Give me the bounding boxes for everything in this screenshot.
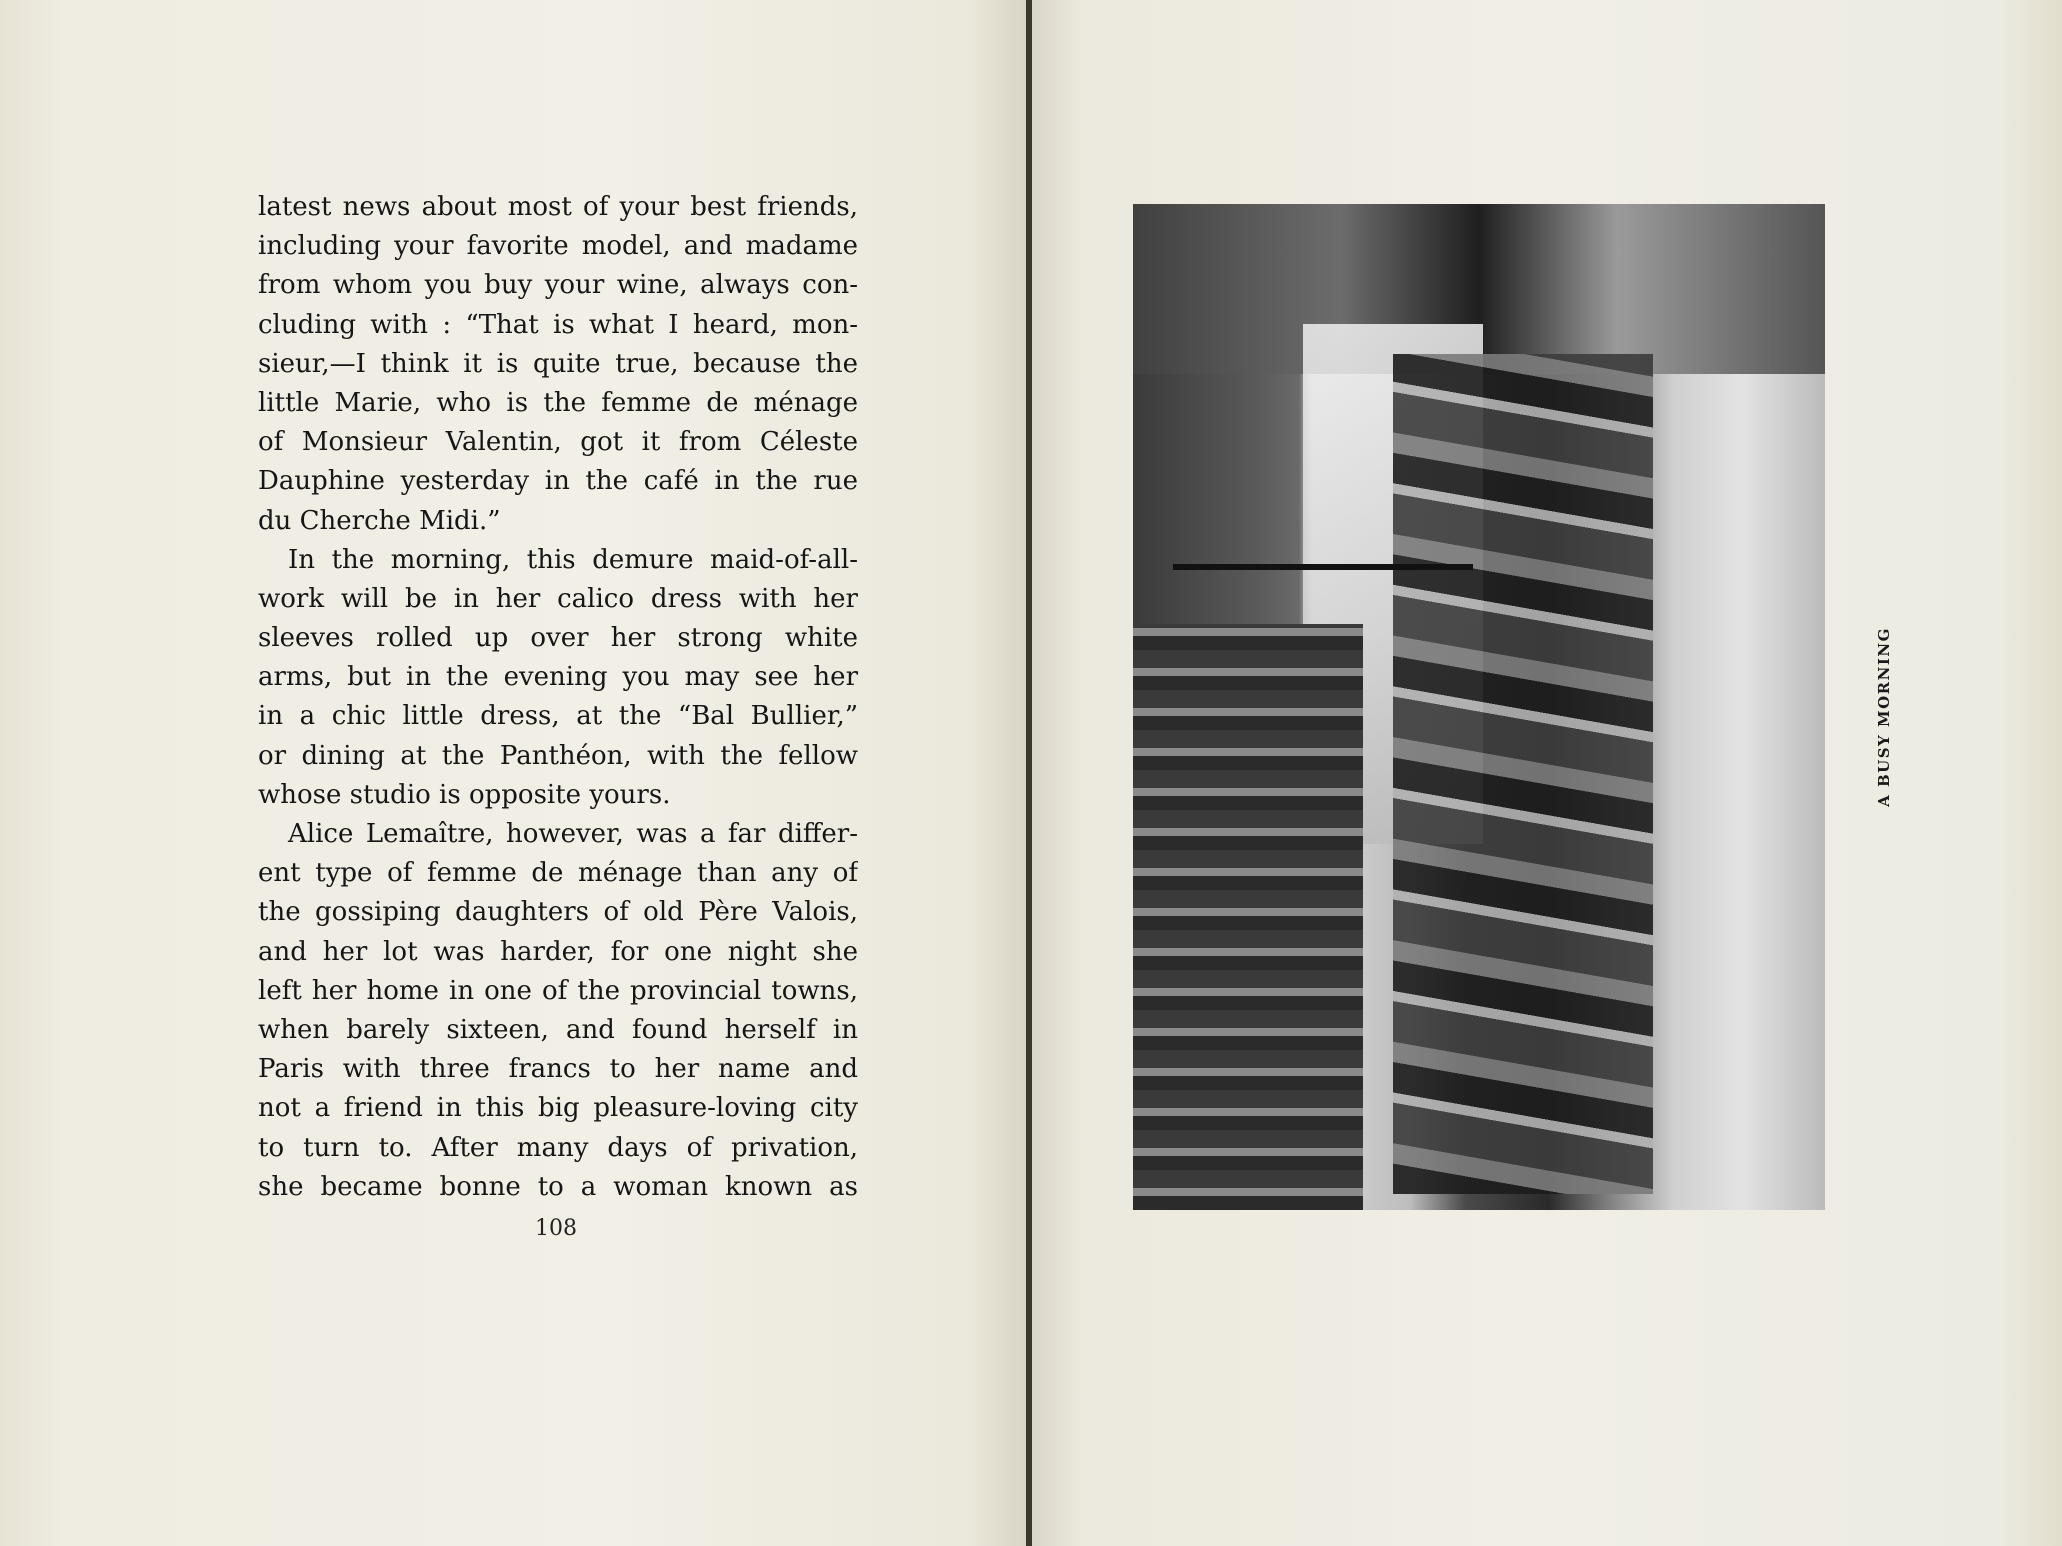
photo-building [1133, 624, 1363, 1210]
body-text [258, 188, 858, 1207]
text-line: to turn to. After many days of privation, [258, 1132, 858, 1163]
text-line: sleeves rolled up over her strong white [258, 623, 858, 654]
text-line: from whom you buy your wine, always con- [258, 270, 858, 301]
text-line: in a chic little dress, at the “Bal Bullier,” [258, 701, 858, 732]
text-line: whose studio is opposite yours. [258, 779, 671, 810]
text-line: ent type of femme de ménage than any of [258, 858, 858, 889]
page-number: 108 [535, 1216, 577, 1241]
text-line: of Monsieur Valentin, got it from Céleste [258, 427, 858, 458]
text-line: arms, but in the evening you may see her [258, 662, 858, 693]
photo-caption: A BUSY MORNING [1875, 627, 1893, 807]
text-line: latest news about most of your best friends, [258, 192, 858, 222]
text-line: little Marie, who is the femme de ménage [258, 387, 858, 418]
text-line: left her home in one of the provincial towns, [258, 975, 858, 1006]
text-line: or dining at the Panthéon, with the fellow [258, 740, 858, 771]
text-line: including your favorite model, and madame [258, 231, 858, 262]
text-line: she became bonne to a woman known as [258, 1171, 858, 1202]
text-line: Alice Lemaître, however, was a far differ- [288, 819, 858, 849]
text-line: and her lot was harder, for one night she [258, 936, 858, 967]
photo-crowd [1393, 354, 1653, 1194]
text-line: work will be in her calico dress with her [258, 583, 858, 614]
text-line: when barely sixteen, and found herself in [258, 1014, 858, 1045]
photo-lamppost [1173, 564, 1473, 570]
text-line: du Cherche Midi.” [258, 505, 501, 536]
text-line: In the morning, this demure maid-of-all- [288, 544, 858, 575]
text-line: Dauphine yesterday in the café in the rue [258, 466, 858, 497]
text-line: Paris with three francs to her name and [258, 1054, 858, 1085]
text-line: the gossiping daughters of old Père Valois, [258, 897, 858, 928]
text-line: sieur,—I think it is quite true, because the [258, 348, 858, 379]
text-line: cluding with : “That is what I heard, mon- [258, 309, 858, 340]
street-scene-photograph [1133, 204, 1825, 1210]
left-page [0, 0, 1028, 1546]
text-line: not a friend in this big pleasure-loving city [258, 1093, 858, 1124]
